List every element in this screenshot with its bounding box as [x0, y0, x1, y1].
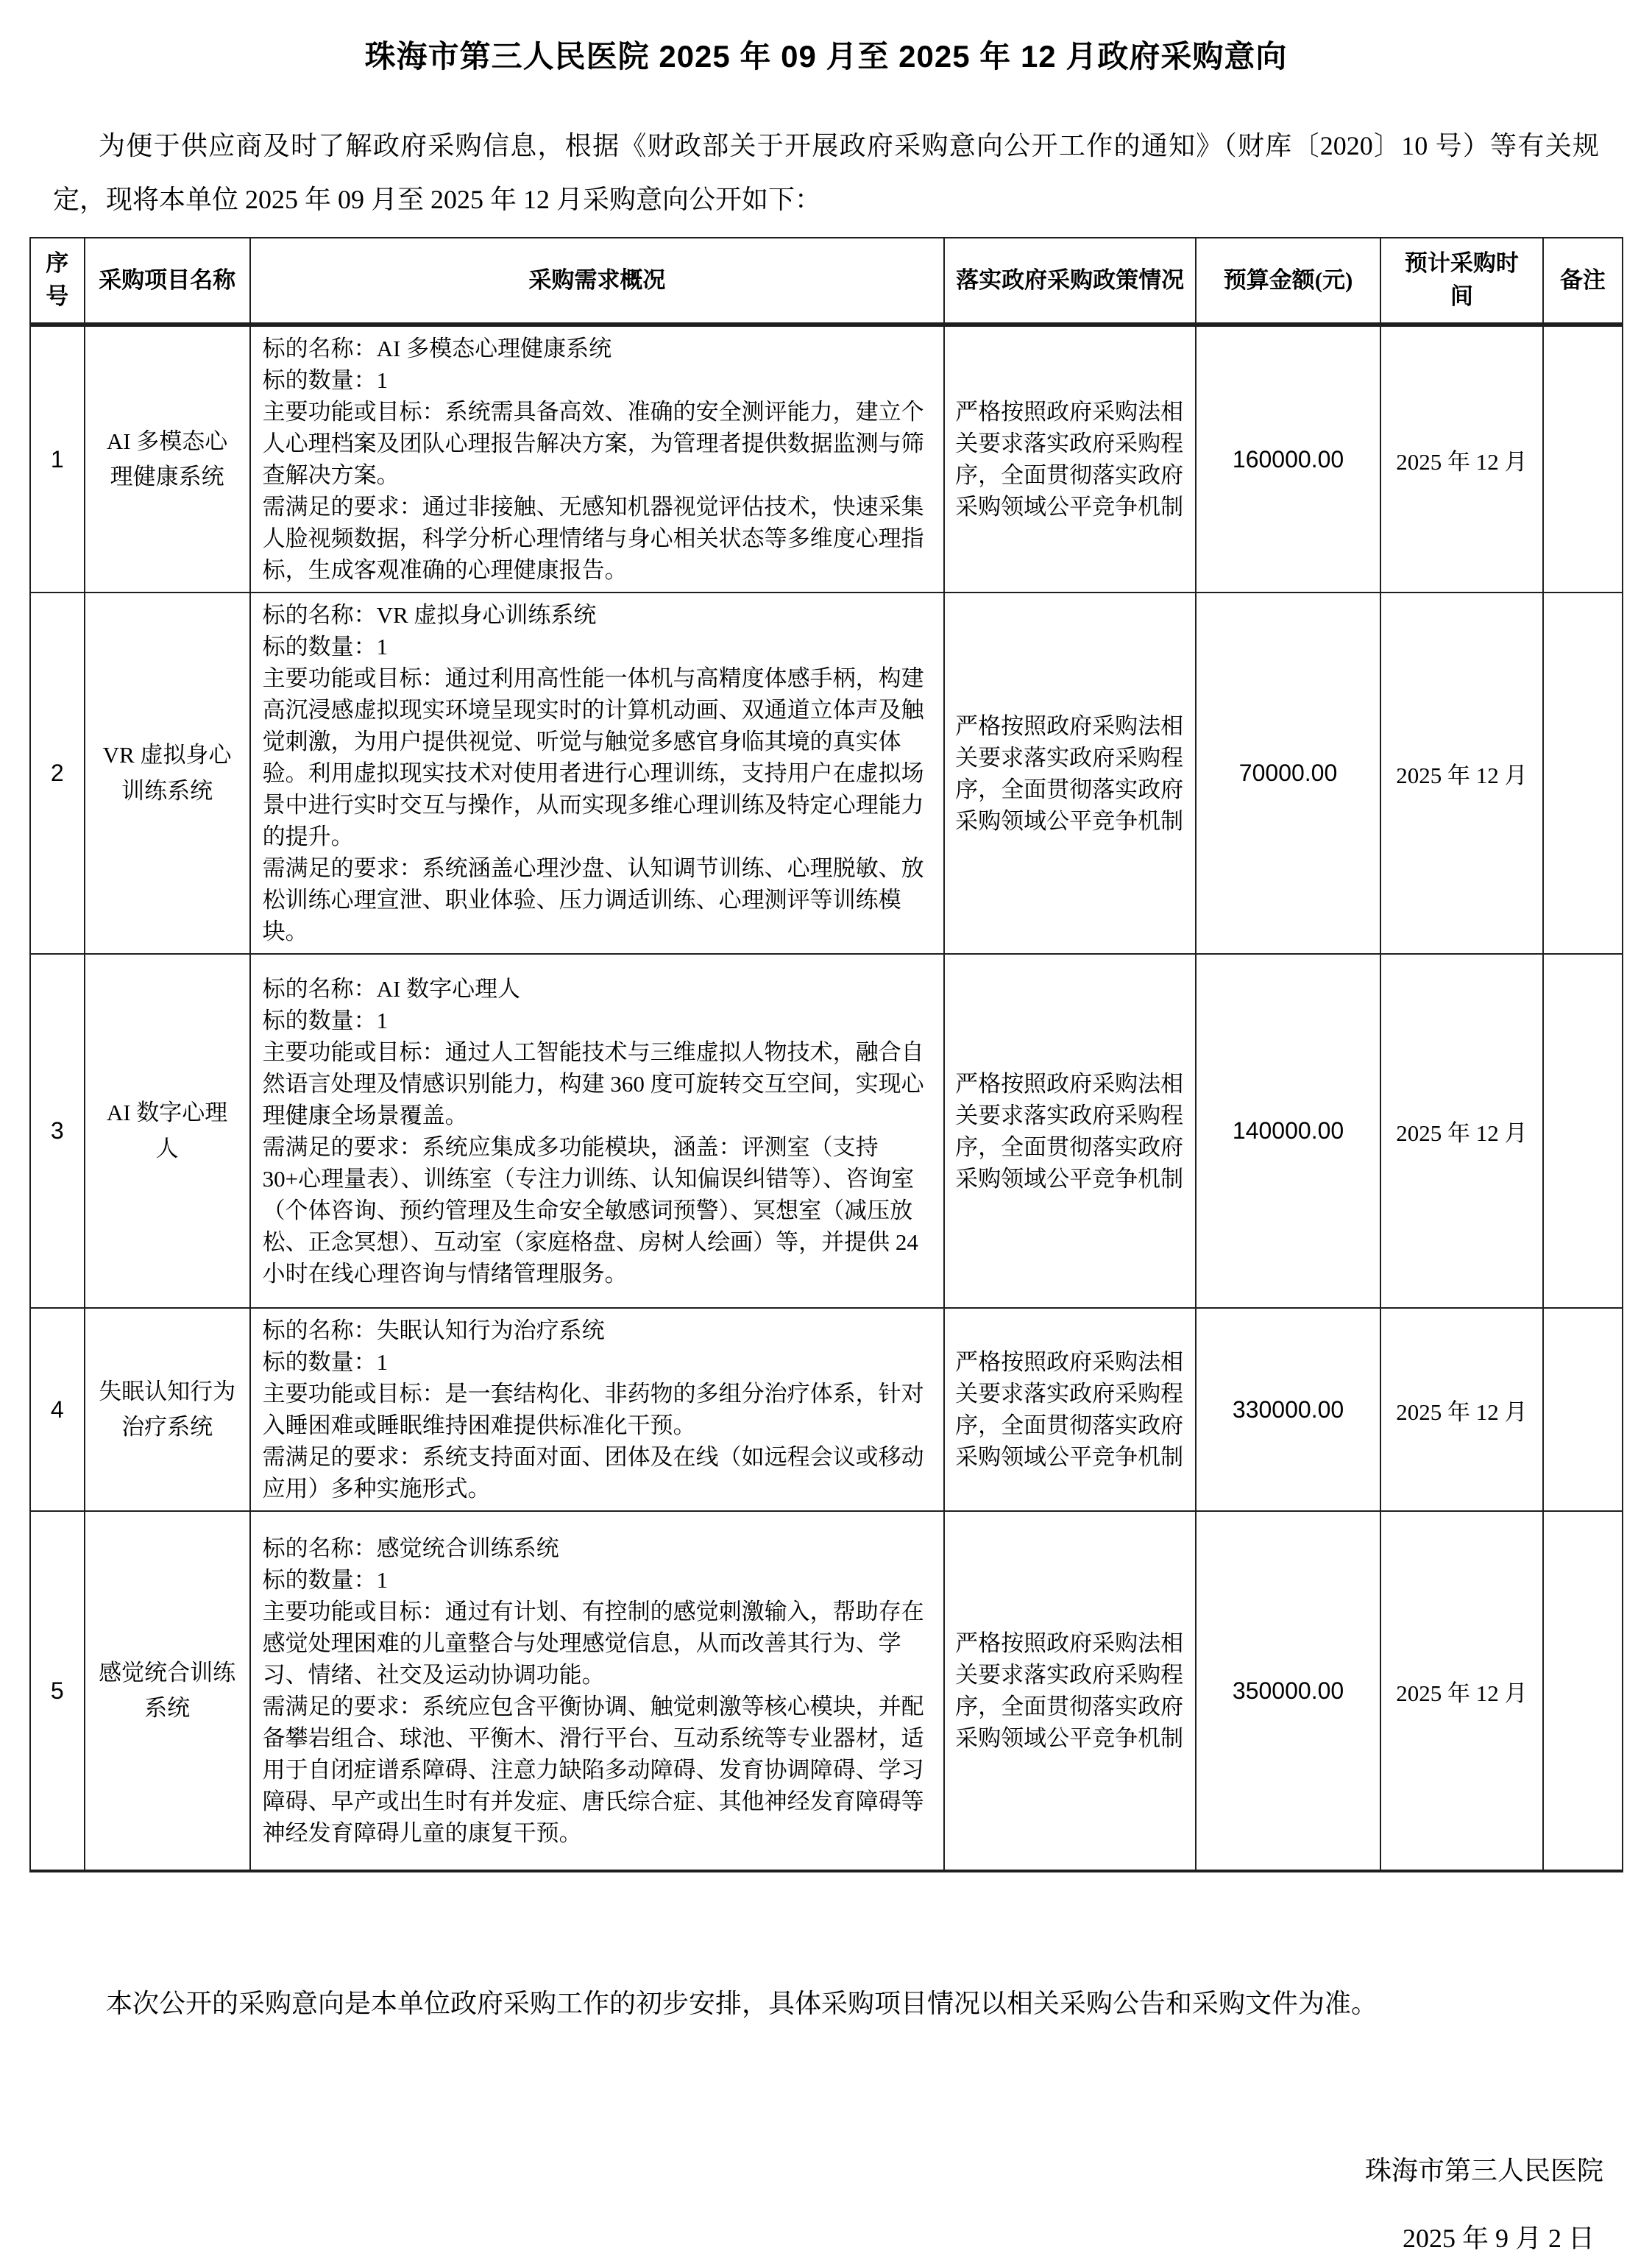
demand-quantity: 标的数量：1 [262, 367, 389, 393]
cell-time: 2025 年 12 月 [1380, 954, 1543, 1308]
cell-budget: 160000.00 [1196, 325, 1380, 593]
cell-policy: 严格按照政府采购法相关要求落实政府采购程序，全面贯彻落实政府采购领域公平竞争机制 [944, 954, 1196, 1308]
cell-time: 2025 年 12 月 [1380, 1511, 1543, 1871]
demand-quantity: 标的数量：1 [262, 634, 389, 659]
table-row [30, 593, 1623, 954]
demand-requirement: 需满足的要求：系统应包含平衡协调、触觉刺激等核心模块，并配备攀岩组合、球池、平衡木、滑行平台、互动系统等专业器材，适用于自闭症谱系障碍、注意力缺陷多动障碍、发育协调障碍、学习障碍、早产或出生时有并发症、唐氏综合症、其他神经发育障碍等神经发育障碍儿童的康复干预。 [262, 1694, 924, 1846]
demand-function: 主要功能或目标：系统需具备高效、准确的安全测评能力，建立个人心理档案及团队心理报告解决方案，为管理者提供数据监测与筛查解决方案。 [262, 399, 924, 488]
column-header-policy: 落实政府采购政策情况 [944, 238, 1196, 325]
table-row [30, 1308, 1623, 1511]
cell-budget: 350000.00 [1196, 1511, 1380, 1871]
demand-requirement: 需满足的要求：系统应集成多功能模块，涵盖：评测室（支持 30+心理量表）、训练室（专注力训练、认知偏误纠错等）、咨询室（个体咨询、预约管理及生命安全敏感词预警）、冥想室（减压放松、正念冥想）、互动室（家庭格盘、房树人绘画）等，并提供 24 小时在线心理咨询与情绪管理服务。 [262, 1134, 918, 1287]
demand-requirement: 需满足的要求：系统涵盖心理沙盘、认知调节训练、心理脱敏、放松训练心理宣泄、职业体验、压力调适训练、心理测评等训练模块。 [262, 855, 924, 944]
cell-project-name: VR 虚拟身心训练系统 [85, 593, 250, 954]
demand-quantity: 标的数量：1 [262, 1349, 389, 1375]
cell-seq: 1 [30, 325, 85, 593]
demand-target-name: 标的名称：VR 虚拟身心训练系统 [262, 602, 597, 628]
column-header-project-name: 采购项目名称 [85, 238, 250, 325]
cell-demand [250, 1511, 945, 1871]
cell-budget: 140000.00 [1196, 954, 1380, 1308]
cell-note [1543, 1308, 1623, 1511]
cell-project-name: 感觉统合训练系统 [85, 1511, 250, 1871]
demand-quantity: 标的数量：1 [262, 1007, 389, 1033]
table-body [30, 325, 1623, 1871]
cell-budget: 70000.00 [1196, 593, 1380, 954]
demand-function: 主要功能或目标：通过利用高性能一体机与高精度体感手柄，构建高沉浸感虚拟现实环境呈现实时的计算机动画、双通道立体声及触觉刺激，为用户提供视觉、听觉与触觉多感官身临其境的真实体验。利用虚拟现实技术对使用者进行心理训练，支持用户在虚拟场景中进行实时交互与操作，从而实现多维心理训练及特定心理能力的提升。 [262, 665, 924, 849]
cell-demand [250, 1308, 945, 1511]
table-row [30, 325, 1623, 593]
column-header-budget: 预算金额(元) [1196, 238, 1380, 325]
cell-demand [250, 325, 945, 593]
cell-time: 2025 年 12 月 [1380, 325, 1543, 593]
demand-function: 主要功能或目标：是一套结构化、非药物的多组分治疗体系，针对入睡困难或睡眠维持困难提供标准化干预。 [262, 1381, 924, 1438]
cell-note [1543, 593, 1623, 954]
cell-note [1543, 1511, 1623, 1871]
column-header-demand: 采购需求概况 [250, 238, 945, 325]
signature-block [1365, 2152, 1603, 2257]
demand-requirement: 需满足的要求：通过非接触、无感知机器视觉评估技术，快速采集人脸视频数据，科学分析心理情绪与身心相关状态等多维度心理指标，生成客观准确的心理健康报告。 [262, 494, 924, 583]
cell-budget: 330000.00 [1196, 1308, 1380, 1511]
closing-paragraph: 本次公开的采购意向是本单位政府采购工作的初步安排，具体采购项目情况以相关采购公告和采购文件为准。 [106, 1989, 1378, 2018]
cell-project-name: 失眠认知行为治疗系统 [85, 1308, 250, 1511]
cell-project-name: AI 多模态心理健康系统 [85, 325, 250, 593]
signature-date: 2025 年 9 月 2 日 [1402, 2224, 1595, 2253]
demand-target-name: 标的名称：AI 多模态心理健康系统 [262, 336, 612, 361]
table-row [30, 954, 1623, 1308]
page-title: 珠海市第三人民医院 2025 年 09 月至 2025 年 12 月政府采购意向 [364, 39, 1288, 74]
cell-note [1543, 325, 1623, 593]
cell-seq: 4 [30, 1308, 85, 1511]
column-header-note: 备注 [1543, 238, 1623, 325]
procurement-intent-table [29, 237, 1623, 1872]
demand-target-name: 标的名称：AI 数字心理人 [262, 975, 521, 1002]
demand-target-name: 标的名称：感觉统合训练系统 [262, 1535, 559, 1561]
table-row [30, 1511, 1623, 1871]
cell-time: 2025 年 12 月 [1380, 1308, 1543, 1511]
document-page [0, 32, 1652, 2267]
demand-function: 主要功能或目标：通过有计划、有控制的感觉刺激输入，帮助存在感觉处理困难的儿童整合与处理感觉信息，从而改善其行为、学习、情绪、社交及运动协调功能。 [262, 1599, 924, 1688]
cell-note [1543, 954, 1623, 1308]
cell-demand [250, 593, 945, 954]
cell-project-name: AI 数字心理人 [85, 954, 250, 1308]
cell-demand [250, 954, 945, 1308]
column-header-time: 预计采购时间 [1380, 238, 1543, 325]
header-row [30, 238, 1623, 325]
cell-policy: 严格按照政府采购法相关要求落实政府采购程序，全面贯彻落实政府采购领域公平竞争机制 [944, 325, 1196, 593]
signature-organization: 珠海市第三人民医院 [1364, 2156, 1603, 2185]
intro-paragraph: 为便于供应商及时了解政府采购信息，根据《财政部关于开展政府采购意向公开工作的通知》（财库〔2020〕10 号）等有关规定，现将本单位 2025 年 09 月至 2025 年 12 月采购意向公开如下： [53, 131, 1599, 214]
cell-time: 2025 年 12 月 [1380, 593, 1543, 954]
cell-policy: 严格按照政府采购法相关要求落实政府采购程序，全面贯彻落实政府采购领域公平竞争机制 [944, 1308, 1196, 1511]
cell-policy: 严格按照政府采购法相关要求落实政府采购程序，全面贯彻落实政府采购领域公平竞争机制 [944, 1511, 1196, 1871]
demand-target-name: 标的名称：失眠认知行为治疗系统 [262, 1318, 605, 1343]
table-header [30, 238, 1623, 325]
demand-function: 主要功能或目标：通过人工智能技术与三维虚拟人物技术，融合自然语言处理及情感识别能力，构建 360 度可旋转交互空间，实现心理健康全场景覆盖。 [262, 1039, 924, 1128]
cell-seq: 5 [30, 1511, 85, 1871]
demand-quantity: 标的数量：1 [262, 1567, 389, 1593]
cell-seq: 3 [30, 954, 85, 1308]
cell-policy: 严格按照政府采购法相关要求落实政府采购程序，全面贯彻落实政府采购领域公平竞争机制 [944, 593, 1196, 954]
cell-seq: 2 [30, 593, 85, 954]
demand-requirement: 需满足的要求：系统支持面对面、团体及在线（如远程会议或移动应用）多种实施形式。 [262, 1444, 924, 1502]
column-header-seq: 序号 [30, 238, 85, 325]
